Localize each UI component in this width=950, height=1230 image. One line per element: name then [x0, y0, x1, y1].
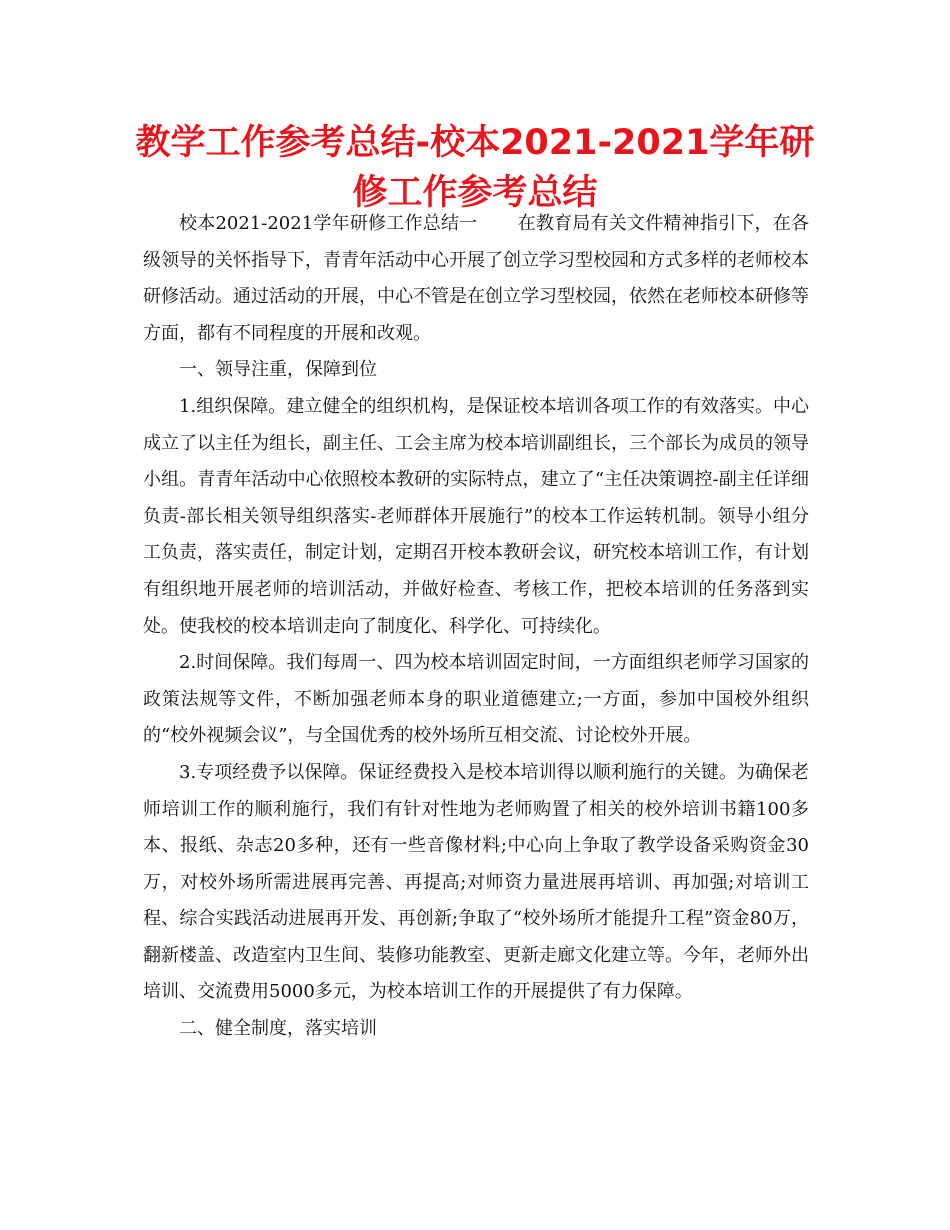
intro-body: 在教育局有关文件精神指引下，在各级领导的关怀指导下，青青年活动中心开展了创立学习型校园和方式多样的老师校本研修活动。通过活动的开展，中心不管是在创立学习型校园，依然在老师校本研修等方面，都有不同程度的开展和改观。 — [143, 213, 810, 344]
section-1-heading: 一、领导注重，保障到位 — [179, 359, 377, 381]
document-title: 教学工作参考总结-校本2021-2021学年研修工作参考总结 — [135, 123, 815, 213]
paragraph-organization-guarantee: 1.组织保障。建立健全的组织机构，是保证校本培训各项工作的有效落实。中心成立了以主任为组长，副主任、工会主席为校本培训副组长，三个部长为成员的领导小组。青青年活动中心依照校本教研的实际特点，建立了“主任决策调控-副主任详细负责-部长相关领导组织落实-老师群体开展施行”的校本工作运转机制。领导小组分工负责，落实责任，制定计划，定期召开校本教研会议，研究校本培训工作，有计划有组织地开展老师的培训活动，并做好检查、考核工作，把校本培训的任务落到实处。使我校的校本培训走向了制度化、科学化、可持续化。 — [143, 395, 809, 637]
intro-paragraph — [143, 206, 809, 352]
paragraph-time-guarantee: 2.时间保障。我们每周一、四为校本培训固定时间，一方面组织老师学习国家的政策法规等文件，不断加强老师本身的职业道德建立;一方面，参加中国校外组织的“校外视频会议”，与全国优秀的校外场所互相交流、讨论校外开展。 — [143, 652, 809, 747]
paragraph-funding-guarantee: 3.专项经费予以保障。保证经费投入是校本培训得以顺利施行的关键。为确保老师培训工作的顺利施行，我们有针对性地为老师购置了相关的校外培训书籍100多本、报纸、杂志20多种，还有一些音像材料;中心向上争取了教学设备采购资金30万，对校外场所需进展再完善、再提高;对师资力量进展再培训、再加强;对培训工程、综合实践活动进展再开发、再创新;争取了“校外场所才能提升工程”资金80万，翻新楼盖、改造室内卫生间、装修功能教室、更新走廊文化建立等。今年，老师外出培训、交流费用5000多元，为校本培训工作的开展提供了有力保障。 — [143, 761, 809, 1003]
intro-heading: 校本2021-2021学年研修工作总结一 — [179, 213, 478, 234]
document-body — [143, 206, 809, 1048]
section-2-heading: 二、健全制度，落实培训 — [179, 1018, 377, 1040]
